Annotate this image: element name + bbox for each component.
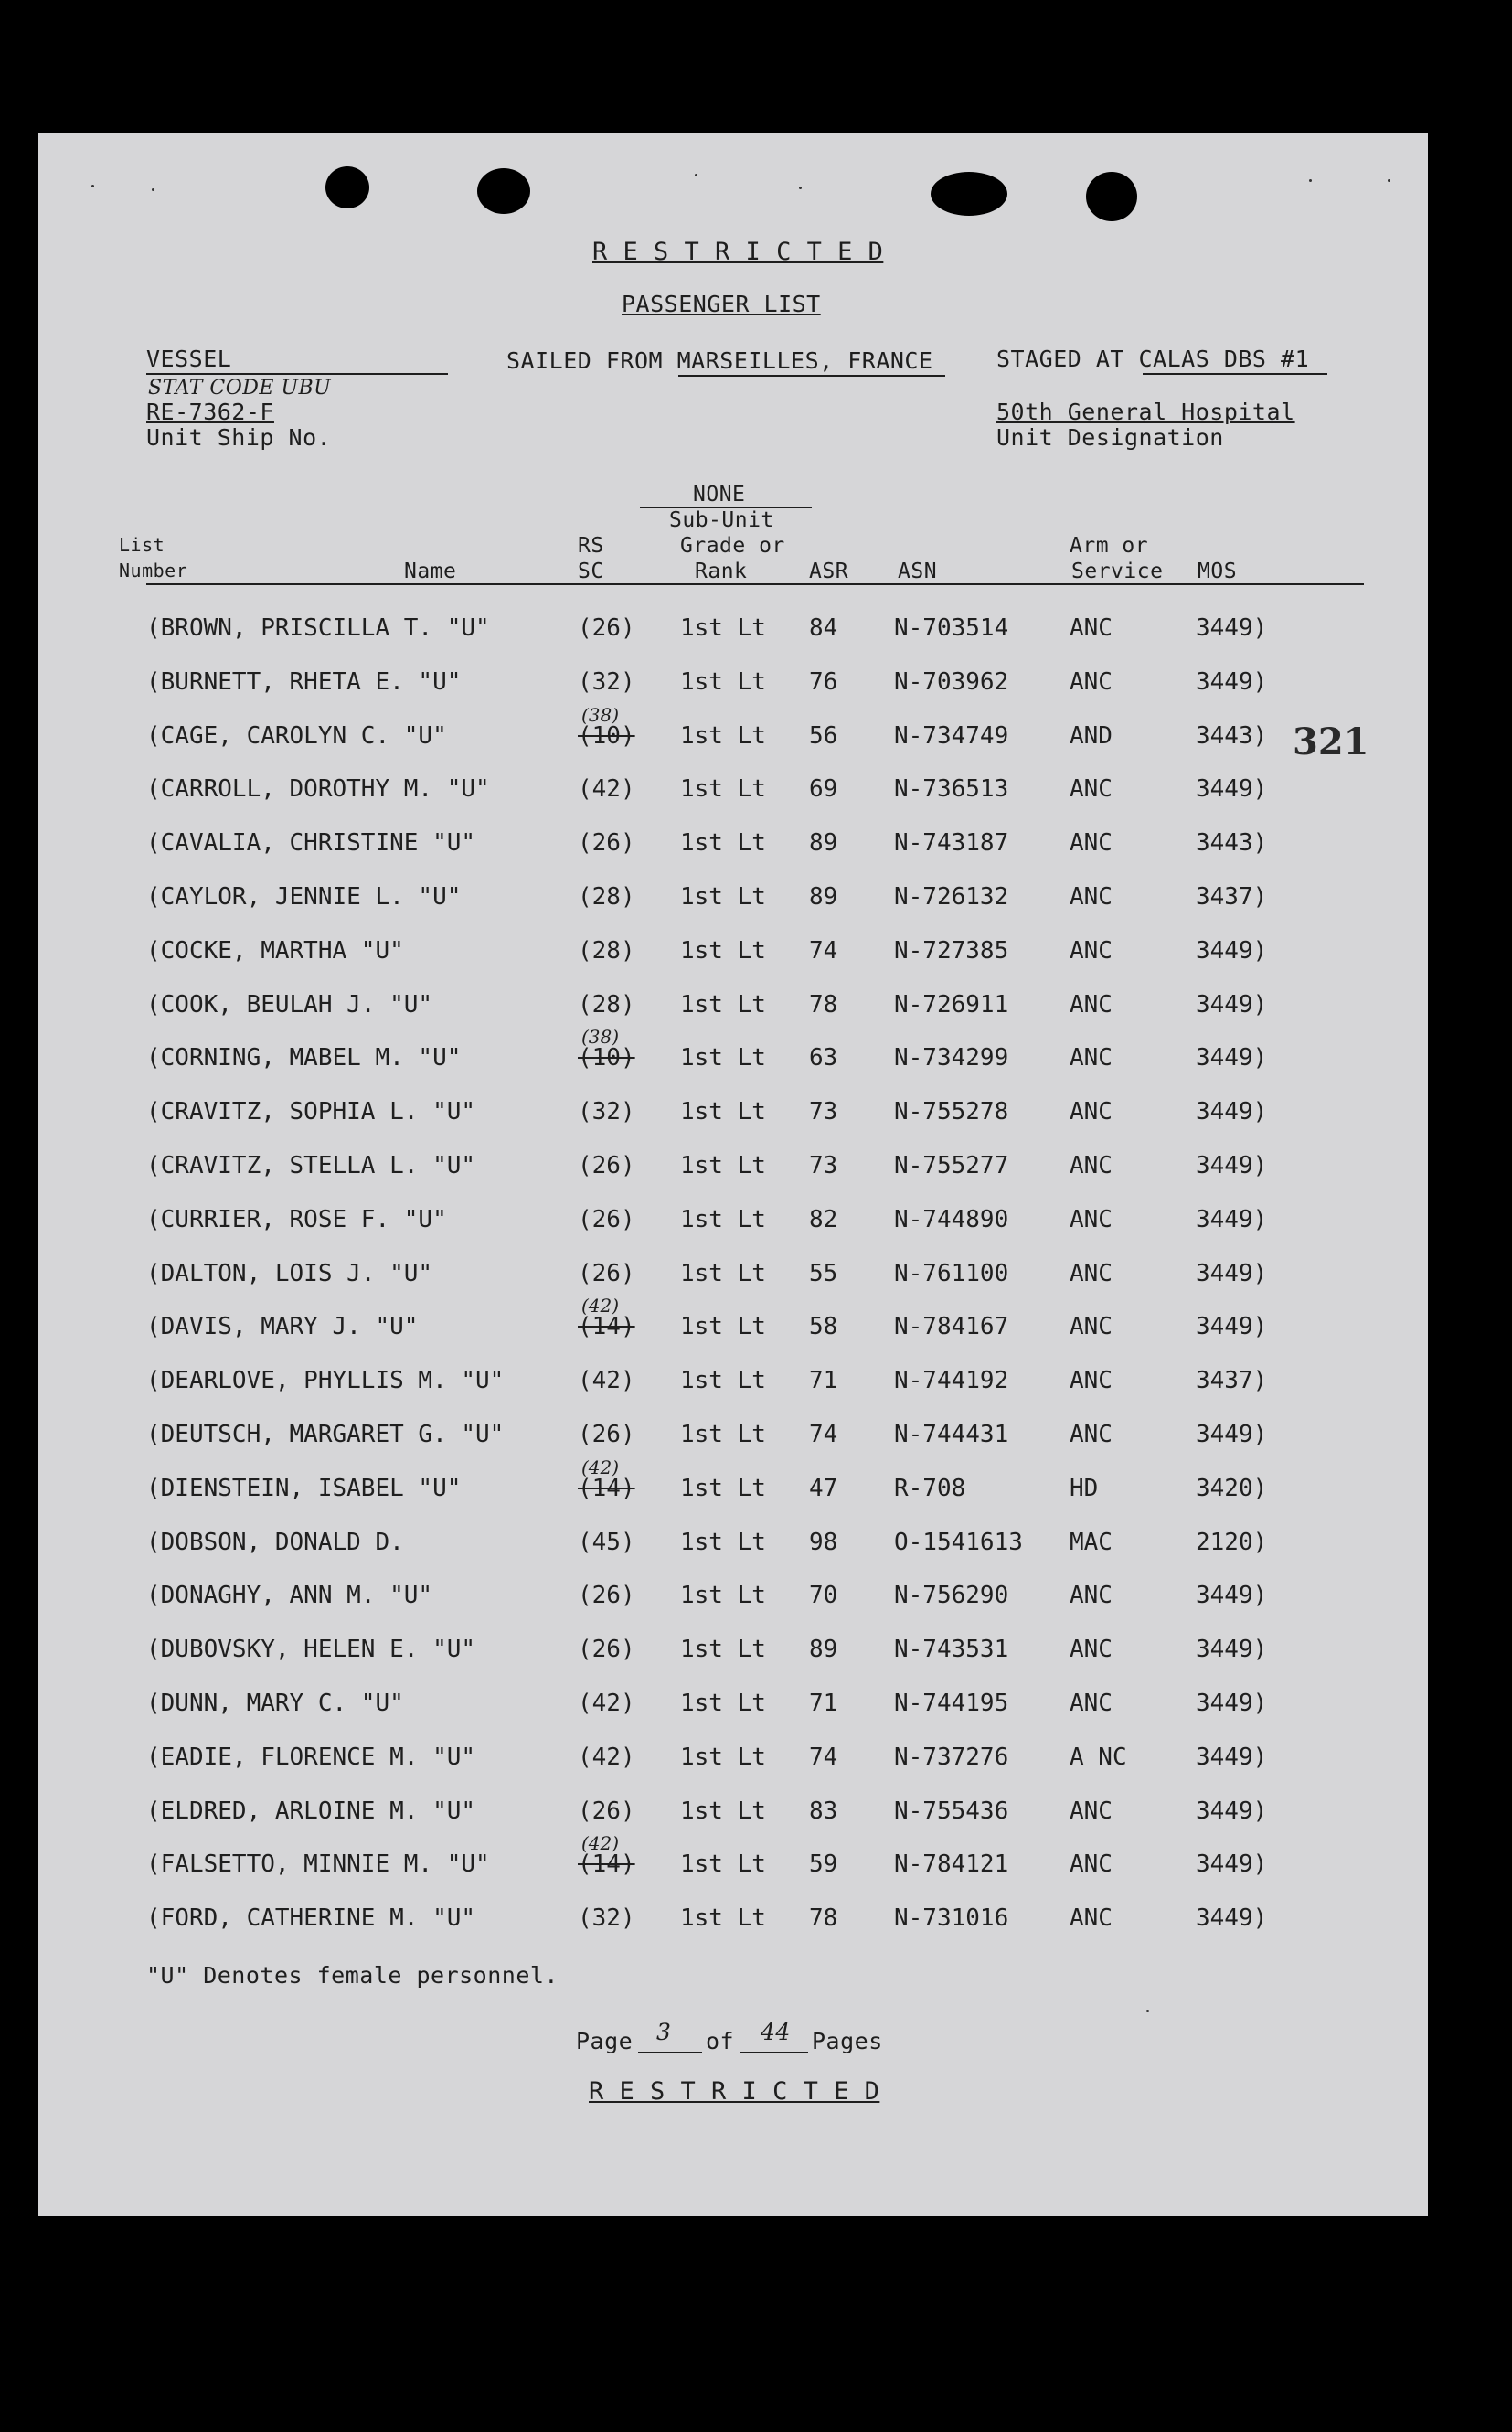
cell-mos: 3449)	[1196, 936, 1268, 965]
cell-rank: 1st Lt	[680, 1205, 766, 1233]
cell-mos: 3437)	[1196, 1367, 1268, 1395]
cell-name: (DEARLOVE, PHYLLIS M. "U"	[146, 1367, 505, 1395]
col-name: Name	[404, 560, 457, 583]
cell-service: ANC	[1070, 614, 1113, 642]
cell-mos: 3449)	[1196, 1582, 1268, 1610]
stat-code-handwritten: STAT CODE UBU	[148, 377, 332, 400]
cell-asr: 89	[809, 883, 838, 911]
table-row	[38, 1367, 1428, 1403]
cell-name: (FORD, CATHERINE M. "U"	[146, 1904, 476, 1933]
cell-rank: 1st Lt	[680, 883, 766, 911]
table-row	[38, 668, 1428, 705]
cell-service: ANC	[1070, 1636, 1113, 1664]
cell-rank: 1st Lt	[680, 1152, 766, 1179]
cell-name: (BURNETT, RHETA E. "U"	[146, 667, 462, 696]
cell-asn: N-737276	[894, 1743, 1009, 1771]
cell-name: (DUBOVSKY, HELEN E. "U"	[146, 1636, 476, 1664]
cell-asr: 71	[809, 1690, 838, 1717]
col-sub-unit: Sub-Unit	[669, 508, 774, 532]
document-title: PASSENGER LIST	[622, 291, 821, 317]
cell-asr: 70	[809, 1582, 838, 1610]
sailed-from-underline	[678, 375, 945, 377]
cell-service: ANC	[1070, 1797, 1113, 1825]
cell-name: (FALSETTO, MINNIE M. "U"	[146, 1851, 490, 1879]
col-service: Service	[1071, 560, 1164, 583]
cell-name: (DALTON, LOIS J. "U"	[146, 1259, 433, 1287]
punch-hole	[1086, 172, 1137, 221]
cell-name: (CRAVITZ, STELLA L. "U"	[146, 1152, 476, 1179]
cell-mos: 3420)	[1196, 1474, 1268, 1502]
cell-rank: 1st Lt	[680, 936, 766, 965]
table-row	[38, 1456, 1428, 1511]
cell-asn: N-703962	[894, 667, 1009, 696]
cell-rs-correction: (42)	[581, 1295, 620, 1317]
cell-rs-sc: (26)	[578, 1205, 635, 1233]
cell-asn: N-784121	[894, 1851, 1009, 1879]
restricted-footer: R E S T R I C T E D	[589, 2077, 880, 2106]
cell-service: MAC	[1070, 1528, 1113, 1556]
cell-rank: 1st Lt	[680, 1421, 766, 1448]
cell-rank: 1st Lt	[680, 1367, 766, 1395]
cell-mos: 3449)	[1196, 1690, 1268, 1717]
punch-hole	[477, 168, 530, 214]
total-pages: 44	[761, 2019, 791, 2045]
cell-rank: 1st Lt	[680, 1528, 766, 1556]
cell-rank: 1st Lt	[680, 1098, 766, 1126]
col-list-number: List Number	[119, 534, 188, 581]
table-row	[38, 937, 1428, 974]
table-row	[38, 1152, 1428, 1189]
cell-mos: 3449)	[1196, 1259, 1268, 1287]
cell-asr: 47	[809, 1474, 838, 1502]
cell-rs-sc: (26)	[578, 829, 635, 858]
cell-asn: N-736513	[894, 775, 1009, 804]
cell-mos: 3449)	[1196, 1205, 1268, 1233]
table-row	[38, 775, 1428, 812]
cell-service: ANC	[1070, 1851, 1113, 1879]
cell-rank: 1st Lt	[680, 1851, 766, 1879]
cell-rs-sc: (32)	[578, 1098, 635, 1126]
cell-mos: 3437)	[1196, 883, 1268, 911]
cell-asn: N-734299	[894, 1044, 1009, 1072]
cell-rank: 1st Lt	[680, 1582, 766, 1610]
vessel-label: VESSEL	[146, 346, 232, 372]
cell-rank: 1st Lt	[680, 1904, 766, 1933]
cell-service: ANC	[1070, 1904, 1113, 1933]
cell-service: ANC	[1070, 1044, 1113, 1072]
cell-name: (CAGE, CAROLYN C. "U"	[146, 721, 447, 750]
col-arm-or: Arm or	[1070, 534, 1149, 558]
cell-asn: N-727385	[894, 936, 1009, 965]
cell-asr: 78	[809, 990, 838, 1019]
cell-mos: 3449)	[1196, 1044, 1268, 1072]
cell-rs-sc: (10)	[578, 1044, 635, 1072]
cell-mos: 3443)	[1196, 829, 1268, 858]
table-row	[38, 1832, 1428, 1887]
cell-rs-sc: (26)	[578, 1259, 635, 1287]
cell-mos: 3449)	[1196, 990, 1268, 1019]
cell-rank: 1st Lt	[680, 667, 766, 696]
cell-name: (EADIE, FLORENCE M. "U"	[146, 1743, 476, 1771]
cell-asn: N-761100	[894, 1259, 1009, 1287]
cell-rs-sc: (28)	[578, 990, 635, 1019]
cell-asr: 74	[809, 936, 838, 965]
cell-rank: 1st Lt	[680, 1797, 766, 1825]
cell-rank: 1st Lt	[680, 829, 766, 858]
staged-at: STAGED AT CALAS DBS #1	[996, 346, 1310, 372]
cell-asn: N-731016	[894, 1904, 1009, 1933]
cell-rs-sc: (42)	[578, 1690, 635, 1717]
cell-asn: N-743531	[894, 1636, 1009, 1664]
cell-asr: 83	[809, 1797, 838, 1825]
cell-asn: N-743187	[894, 829, 1009, 858]
cell-asn: N-726911	[894, 990, 1009, 1019]
cell-asn: N-755277	[894, 1152, 1009, 1179]
cell-asn: N-784167	[894, 1313, 1009, 1341]
cell-rs-sc: (14)	[578, 1474, 635, 1502]
cell-rank: 1st Lt	[680, 1690, 766, 1717]
cell-rs-sc: (26)	[578, 614, 635, 642]
cell-rs-sc: (28)	[578, 936, 635, 965]
cell-asn: O-1541613	[894, 1528, 1023, 1556]
cell-rs-sc: (26)	[578, 1797, 635, 1825]
cell-asn: N-755278	[894, 1098, 1009, 1126]
punch-hole	[931, 172, 1007, 216]
cell-asn: N-744192	[894, 1367, 1009, 1395]
cell-rs-sc: (26)	[578, 1421, 635, 1448]
cell-rank: 1st Lt	[680, 775, 766, 804]
cell-rs-correction: (42)	[581, 1456, 620, 1478]
table-row	[38, 1206, 1428, 1243]
cell-asr: 71	[809, 1367, 838, 1395]
cell-asr: 89	[809, 829, 838, 858]
cell-rank: 1st Lt	[680, 721, 766, 750]
cell-rs-sc: (32)	[578, 667, 635, 696]
cell-rs-sc: (26)	[578, 1636, 635, 1664]
table-row	[38, 1690, 1428, 1726]
cell-service: ANC	[1070, 1421, 1113, 1448]
cell-service: ANC	[1070, 1690, 1113, 1717]
staged-at-underline	[1143, 373, 1327, 375]
cell-rs-sc: (28)	[578, 883, 635, 911]
cell-asr: 78	[809, 1904, 838, 1933]
cell-rs-correction: (42)	[581, 1832, 620, 1855]
table-row	[38, 1026, 1428, 1081]
cell-name: (CRAVITZ, SOPHIA L. "U"	[146, 1098, 476, 1126]
header-rule	[146, 583, 1364, 585]
cell-rank: 1st Lt	[680, 1313, 766, 1341]
total-pages-underline	[740, 2052, 808, 2053]
cell-asr: 58	[809, 1313, 838, 1341]
cell-asr: 73	[809, 1152, 838, 1179]
cell-service: ANC	[1070, 1098, 1113, 1126]
cell-service: ANC	[1070, 829, 1113, 858]
page-label: Page	[576, 2028, 634, 2054]
page-number: 3	[656, 2019, 672, 2045]
cell-name: (COOK, BEULAH J. "U"	[146, 990, 433, 1019]
cell-service: ANC	[1070, 667, 1113, 696]
cell-asr: 55	[809, 1259, 838, 1287]
cell-mos: 3443)	[1196, 721, 1268, 750]
cell-mos: 3449)	[1196, 1904, 1268, 1933]
cell-asn: R-708	[894, 1474, 966, 1502]
cell-rs-sc: (32)	[578, 1904, 635, 1933]
cell-rank: 1st Lt	[680, 1044, 766, 1072]
cell-mos: 3449)	[1196, 1421, 1268, 1448]
of-label: of	[706, 2028, 735, 2054]
cell-name: (BROWN, PRISCILLA T. "U"	[146, 614, 490, 642]
page-number-underline	[638, 2052, 702, 2053]
table-row	[38, 1904, 1428, 1941]
cell-asn: N-734749	[894, 721, 1009, 750]
table-row	[38, 1636, 1428, 1672]
cell-mos: 2120)	[1196, 1528, 1268, 1556]
cell-asr: 98	[809, 1528, 838, 1556]
cell-rs-sc: (26)	[578, 1582, 635, 1610]
col-rs: RS	[578, 534, 604, 558]
cell-rank: 1st Lt	[680, 1743, 766, 1771]
col-asn: ASN	[898, 560, 938, 583]
page-stamp-number: 321	[1293, 720, 1369, 763]
table-row	[38, 703, 1428, 759]
cell-rank: 1st Lt	[680, 990, 766, 1019]
footnote: "U" Denotes female personnel.	[146, 1962, 559, 1989]
cell-asn: N-755436	[894, 1797, 1009, 1825]
cell-rs-sc: (14)	[578, 1313, 635, 1341]
cell-rank: 1st Lt	[680, 614, 766, 642]
table-row	[38, 1582, 1428, 1618]
cell-asn: N-756290	[894, 1582, 1009, 1610]
table-row	[38, 1295, 1428, 1349]
col-grade-or: Grade or	[680, 534, 785, 558]
col-sc: SC	[578, 560, 604, 583]
cell-asr: 63	[809, 1044, 838, 1072]
cell-asn: N-744195	[894, 1690, 1009, 1717]
restricted-header: R E S T R I C T E D	[592, 238, 884, 266]
cell-rs-sc: (42)	[578, 1743, 635, 1771]
cell-rs-sc: (45)	[578, 1528, 635, 1556]
unit-designation: 50th General Hospital	[996, 399, 1295, 425]
cell-rank: 1st Lt	[680, 1259, 766, 1287]
cell-mos: 3449)	[1196, 614, 1268, 642]
cell-service: ANC	[1070, 1582, 1113, 1610]
cell-asr: 74	[809, 1743, 838, 1771]
table-row	[38, 829, 1428, 866]
cell-asr: 73	[809, 1098, 838, 1126]
cell-service: ANC	[1070, 1313, 1113, 1341]
cell-mos: 3449)	[1196, 667, 1268, 696]
col-rank: Rank	[695, 560, 748, 583]
table-row	[38, 1797, 1428, 1834]
cell-name: (DONAGHY, ANN M. "U"	[146, 1582, 433, 1610]
cell-asr: 69	[809, 775, 838, 804]
pages-label: Pages	[812, 2028, 883, 2054]
cell-service: AND	[1070, 721, 1113, 750]
cell-mos: 3449)	[1196, 1851, 1268, 1879]
cell-name: (CAVALIA, CHRISTINE "U"	[146, 829, 476, 858]
cell-mos: 3449)	[1196, 775, 1268, 804]
cell-asr: 74	[809, 1421, 838, 1448]
cell-rs-sc: (26)	[578, 1152, 635, 1179]
unit-designation-label: Unit Designation	[996, 424, 1224, 451]
cell-asr: 89	[809, 1636, 838, 1664]
cell-service: ANC	[1070, 1205, 1113, 1233]
cell-service: ANC	[1070, 1259, 1113, 1287]
cell-service: ANC	[1070, 936, 1113, 965]
table-row	[38, 883, 1428, 920]
cell-rank: 1st Lt	[680, 1474, 766, 1502]
cell-name: (DUNN, MARY C. "U"	[146, 1690, 404, 1717]
cell-asn: N-744431	[894, 1421, 1009, 1448]
cell-name: (COCKE, MARTHA "U"	[146, 936, 404, 965]
table-row	[38, 1744, 1428, 1780]
table-row	[38, 614, 1428, 651]
cell-name: (CARROLL, DOROTHY M. "U"	[146, 775, 490, 804]
unit-ship-number-label: Unit Ship No.	[146, 424, 332, 451]
cell-name: (DAVIS, MARY J. "U"	[146, 1313, 419, 1341]
cell-service: HD	[1070, 1474, 1099, 1502]
col-mos: MOS	[1198, 560, 1238, 583]
cell-asn: N-726132	[894, 883, 1009, 911]
table-row	[38, 1421, 1428, 1457]
col-none: NONE	[693, 483, 746, 507]
cell-service: ANC	[1070, 1152, 1113, 1179]
cell-rs-correction: (38)	[581, 703, 620, 726]
cell-mos: 3449)	[1196, 1743, 1268, 1771]
cell-name: (DEUTSCH, MARGARET G. "U"	[146, 1421, 505, 1448]
cell-asr: 82	[809, 1205, 838, 1233]
cell-asr: 56	[809, 721, 838, 750]
cell-name: (CAYLOR, JENNIE L. "U"	[146, 883, 462, 911]
cell-service: ANC	[1070, 1367, 1113, 1395]
cell-rs-correction: (38)	[581, 1026, 620, 1049]
cell-rs-sc: (42)	[578, 1367, 635, 1395]
cell-rank: 1st Lt	[680, 1636, 766, 1664]
table-row	[38, 1260, 1428, 1296]
cell-name: (CORNING, MABEL M. "U"	[146, 1044, 462, 1072]
cell-mos: 3449)	[1196, 1098, 1268, 1126]
cell-name: (ELDRED, ARLOINE M. "U"	[146, 1797, 476, 1825]
cell-mos: 3449)	[1196, 1313, 1268, 1341]
cell-rs-sc: (42)	[578, 775, 635, 804]
cell-asr: 84	[809, 614, 838, 642]
table-row	[38, 991, 1428, 1028]
cell-service: ANC	[1070, 883, 1113, 911]
col-asr: ASR	[809, 560, 849, 583]
cell-mos: 3449)	[1196, 1636, 1268, 1664]
cell-name: (DIENSTEIN, ISABEL "U"	[146, 1474, 462, 1502]
cell-service: ANC	[1070, 990, 1113, 1019]
sailed-from: SAILED FROM MARSEILLES, FRANCE	[506, 347, 933, 374]
cell-mos: 3449)	[1196, 1152, 1268, 1179]
cell-name: (DOBSON, DONALD D.	[146, 1528, 404, 1556]
document-page	[38, 133, 1428, 2216]
punch-hole	[325, 166, 369, 208]
table-row	[38, 1098, 1428, 1135]
cell-rs-sc: (10)	[578, 721, 635, 750]
cell-service: A NC	[1070, 1743, 1127, 1771]
cell-rs-sc: (14)	[578, 1851, 635, 1879]
vessel-underline	[146, 373, 448, 375]
cell-asr: 59	[809, 1851, 838, 1879]
cell-asr: 76	[809, 667, 838, 696]
cell-asn: N-744890	[894, 1205, 1009, 1233]
unit-ship-number: RE-7362-F	[146, 399, 274, 425]
cell-name: (CURRIER, ROSE F. "U"	[146, 1205, 447, 1233]
table-row	[38, 1529, 1428, 1565]
cell-asn: N-703514	[894, 614, 1009, 642]
cell-mos: 3449)	[1196, 1797, 1268, 1825]
cell-service: ANC	[1070, 775, 1113, 804]
